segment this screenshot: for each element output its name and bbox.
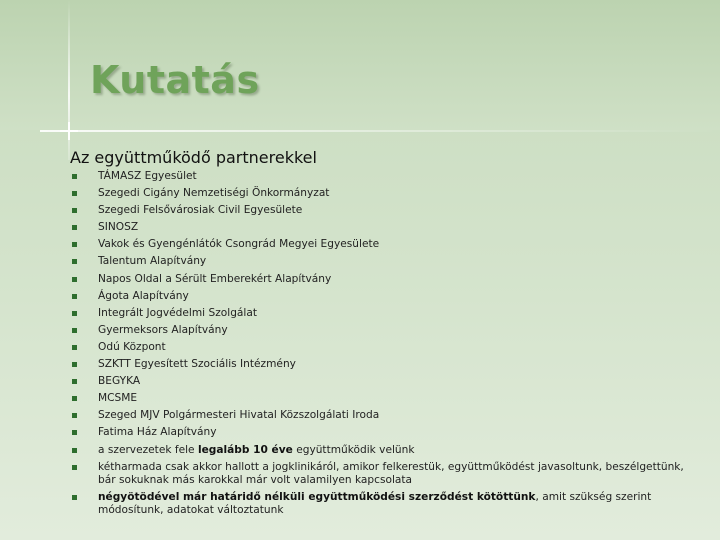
list-item-text: Fatima Ház Alapítvány (98, 426, 217, 439)
bullet-icon (72, 345, 77, 350)
bullet-icon (72, 208, 77, 213)
list-item-text: Szegedi Cigány Nemzetiségi Önkormányzat (98, 187, 330, 200)
bullet-icon (72, 259, 77, 264)
list-item (72, 324, 692, 337)
slide-subtitle: Az együttműködő partnerekkel (70, 148, 317, 167)
bullet-icon (72, 430, 77, 435)
list-item (72, 204, 692, 217)
bullet-icon (72, 277, 77, 282)
list-item (72, 170, 692, 183)
bullet-icon (72, 294, 77, 299)
list-item-text: Gyermeksors Alapítvány (98, 323, 228, 336)
list-item (72, 290, 692, 303)
list-item-text: Talentum Alapítvány (98, 255, 207, 268)
bullet-icon (72, 448, 77, 453)
list-item (72, 409, 692, 422)
bullet-icon (72, 413, 77, 418)
bullet-icon (72, 465, 77, 470)
list-item-text: Napos Oldal a Sérült Emberekért Alapítvány (98, 272, 332, 285)
list-item (72, 444, 692, 457)
list-item-text: SZKTT Egyesített Szociális Intézmény (98, 358, 296, 371)
list-item (72, 461, 692, 487)
list-item (72, 426, 692, 439)
bullet-icon (72, 396, 77, 401)
list-item (72, 255, 692, 268)
partner-list (72, 170, 692, 521)
list-item-text: Integrált Jogvédelmi Szolgálat (98, 306, 257, 319)
list-item (72, 491, 692, 517)
list-item-text: Ágota Alapítvány (98, 289, 189, 302)
bullet-icon (72, 225, 77, 230)
list-item-text: Odú Központ (98, 340, 166, 353)
list-item-text: BEGYKA (98, 375, 141, 388)
list-item (72, 341, 692, 354)
list-item (72, 273, 692, 286)
list-item (72, 392, 692, 405)
bullet-icon (72, 379, 77, 384)
list-item-text: TÁMASZ Egyesület (98, 170, 197, 182)
list-item-text-bold: legalább 10 éve (197, 443, 293, 456)
list-item-text-post: , amit szükség szerint módosítunk, adatokat változtatunk (98, 490, 652, 516)
bullet-icon (72, 311, 77, 316)
list-item (72, 238, 692, 251)
bullet-icon (72, 174, 77, 179)
bullet-icon (72, 191, 77, 196)
bullet-icon (72, 495, 77, 500)
list-item (72, 358, 692, 371)
bullet-icon (72, 362, 77, 367)
bullet-icon (72, 328, 77, 333)
list-item (72, 307, 692, 320)
list-item-text: Szeged MJV Polgármesteri Hivatal Közszolgálati Iroda (98, 409, 380, 422)
list-item-text: Vakok és Gyengénlátók Csongrád Megyei Egyesülete (98, 238, 380, 251)
list-item (72, 187, 692, 200)
list-item-text: SINOSZ (98, 221, 139, 234)
list-item-text: kétharmada csak akkor hallott a jogklinikáról, amikor felkerestük, együttműködést javasoltunk, beszélgettünk, bár sokuknak más karokkal már volt valamilyen kapcsolata (98, 460, 684, 486)
decorative-horizontal-line (40, 130, 720, 132)
list-item-text: Szegedi Felsővárosiak Civil Egyesülete (98, 204, 303, 217)
list-item-text-post: együttműködik velünk (292, 443, 415, 456)
list-item-text-pre: a szervezetek fele (98, 443, 198, 456)
list-item (72, 221, 692, 234)
slide-title: Kutatás (90, 58, 260, 102)
list-item (72, 375, 692, 388)
list-item-text: MCSME (98, 392, 138, 405)
bullet-icon (72, 242, 77, 247)
sparkle-icon (60, 122, 78, 140)
list-item-text-bold: négyötödével már határidő nélküli együttműködési szerződést kötöttünk (98, 490, 536, 503)
